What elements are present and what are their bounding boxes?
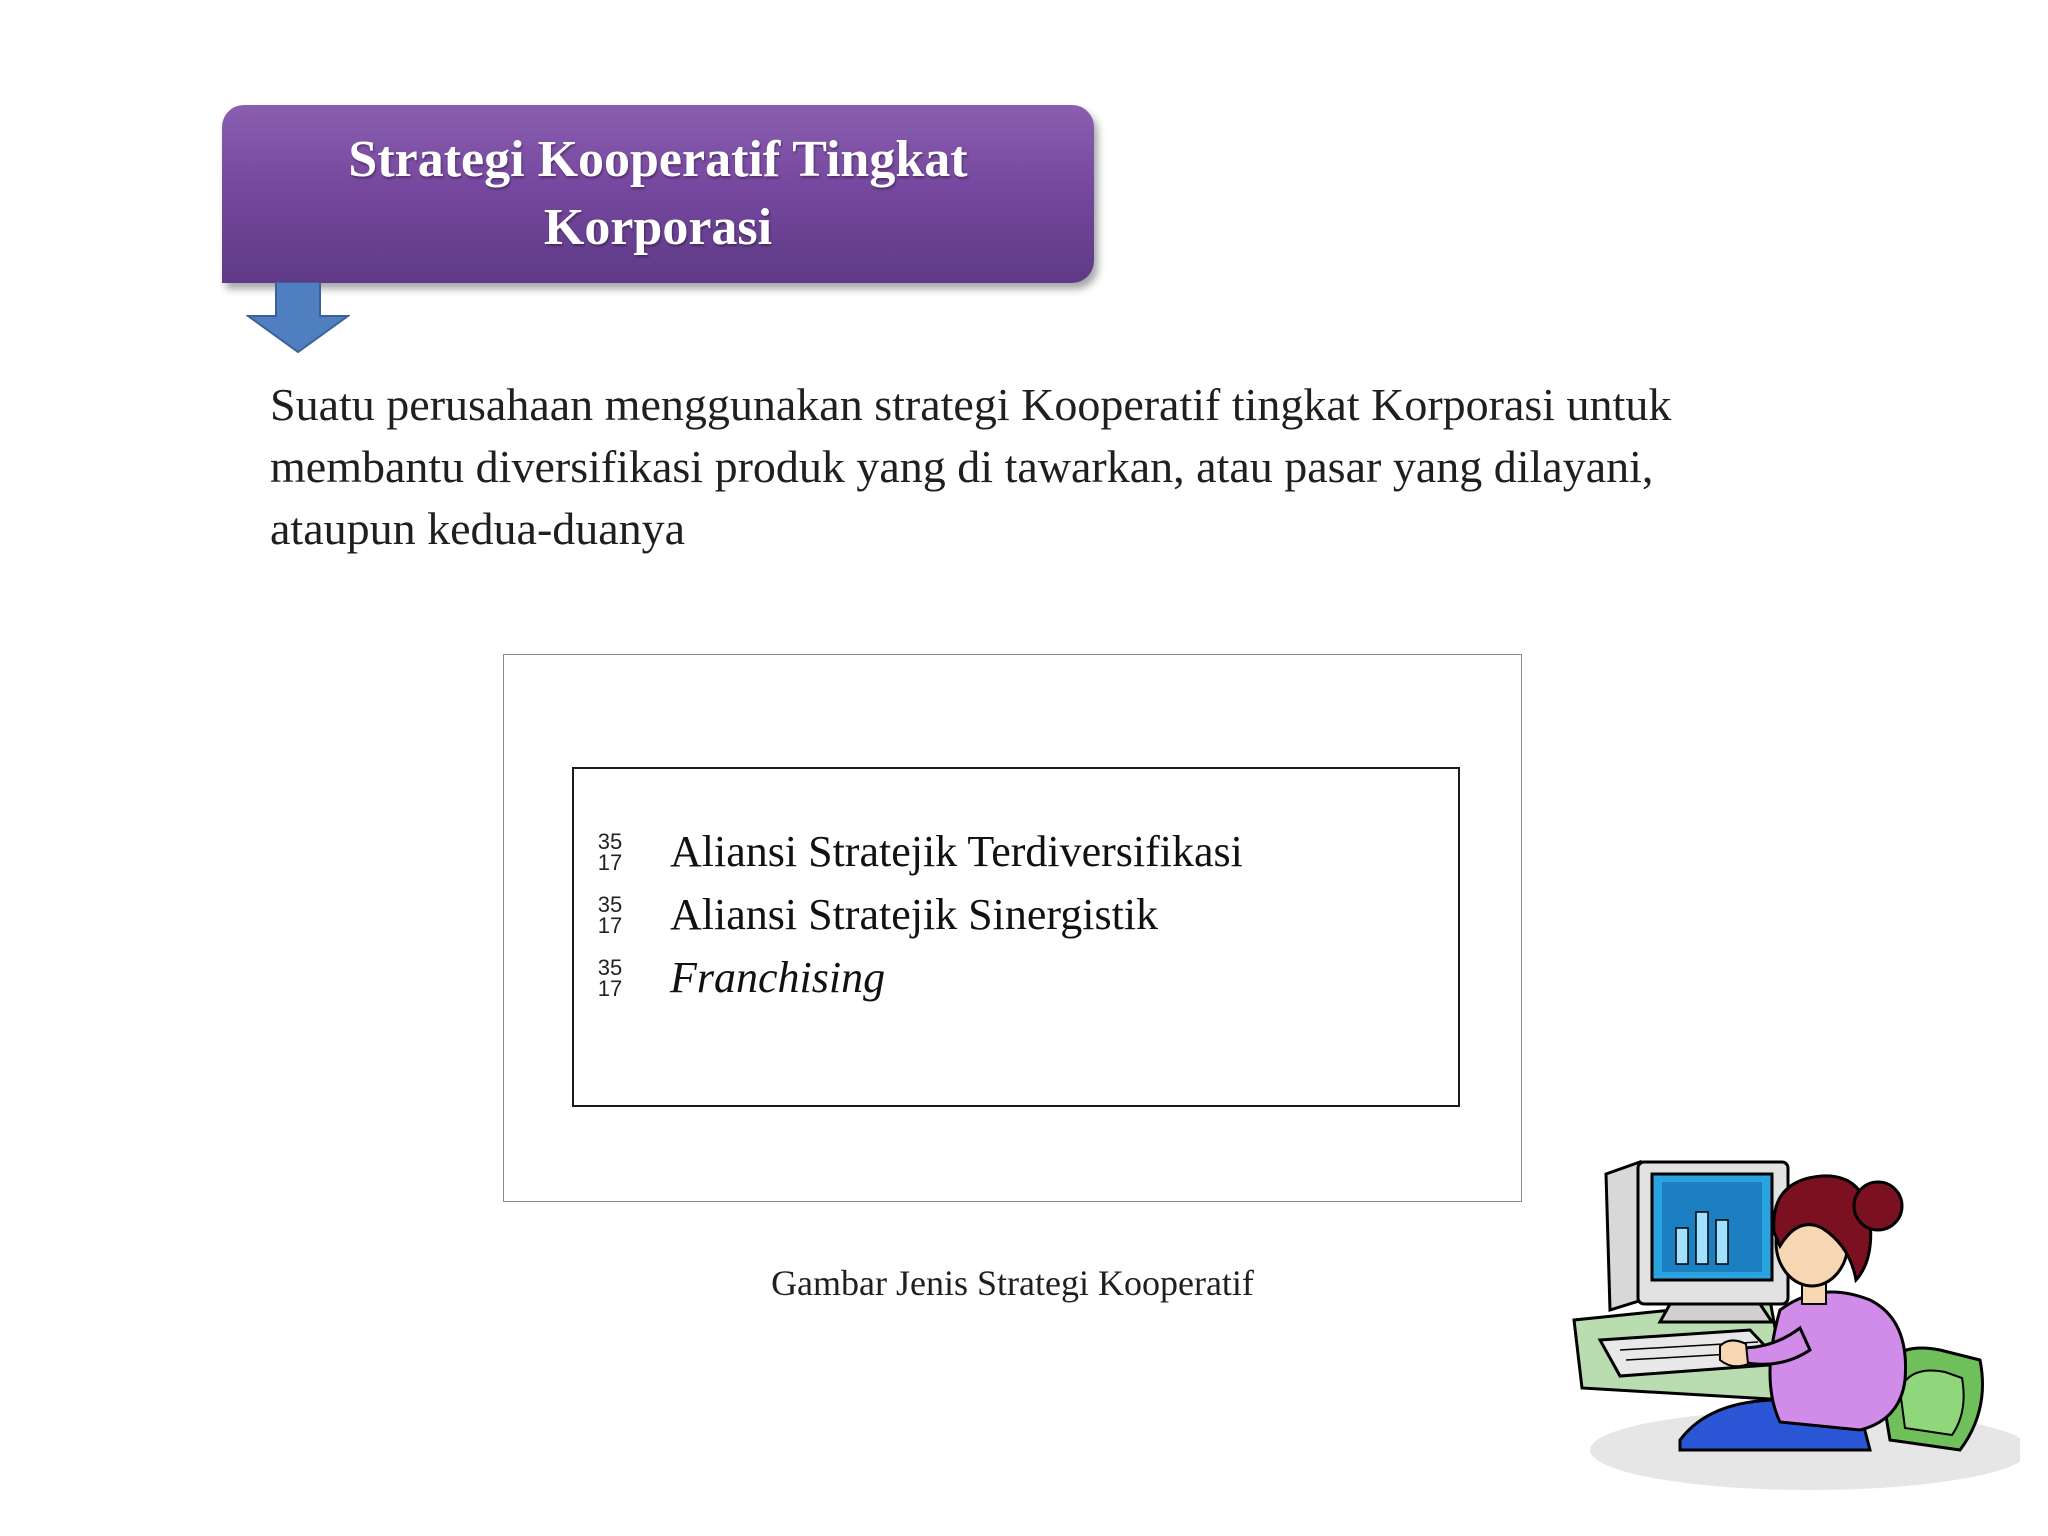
- strategy-list: [594, 820, 1243, 1009]
- list-item: [594, 946, 1243, 1009]
- list-item-label: Franchising: [670, 953, 886, 1002]
- diagram-caption: Gambar Jenis Strategi Kooperatif: [771, 1263, 1254, 1303]
- bullet-marker: 35 17: [597, 891, 623, 938]
- intro-paragraph: Suatu perusahaan menggunakan strategi Kooperatif tingkat Korporasi untuk membantu diversifikasi produk yang di tawarkan, atau pasar yang dilayani, ataupun kedua-duanya: [270, 379, 1672, 554]
- list-item: [594, 883, 1243, 946]
- woman-at-computer-clipart: [1560, 1150, 2020, 1490]
- list-item-label: Aliansi Stratejik Sinergistik: [670, 890, 1159, 939]
- bullet-marker: 35 17: [597, 954, 623, 1001]
- arrow-down-icon: [246, 282, 350, 354]
- slide-title: Strategi Kooperatif Tingkat Korporasi: [348, 131, 968, 256]
- list-item: [594, 820, 1243, 883]
- title-box: [222, 105, 1094, 283]
- list-item-label: Aliansi Stratejik Terdiversifikasi: [670, 827, 1243, 876]
- bullet-marker: 35 17: [597, 828, 623, 875]
